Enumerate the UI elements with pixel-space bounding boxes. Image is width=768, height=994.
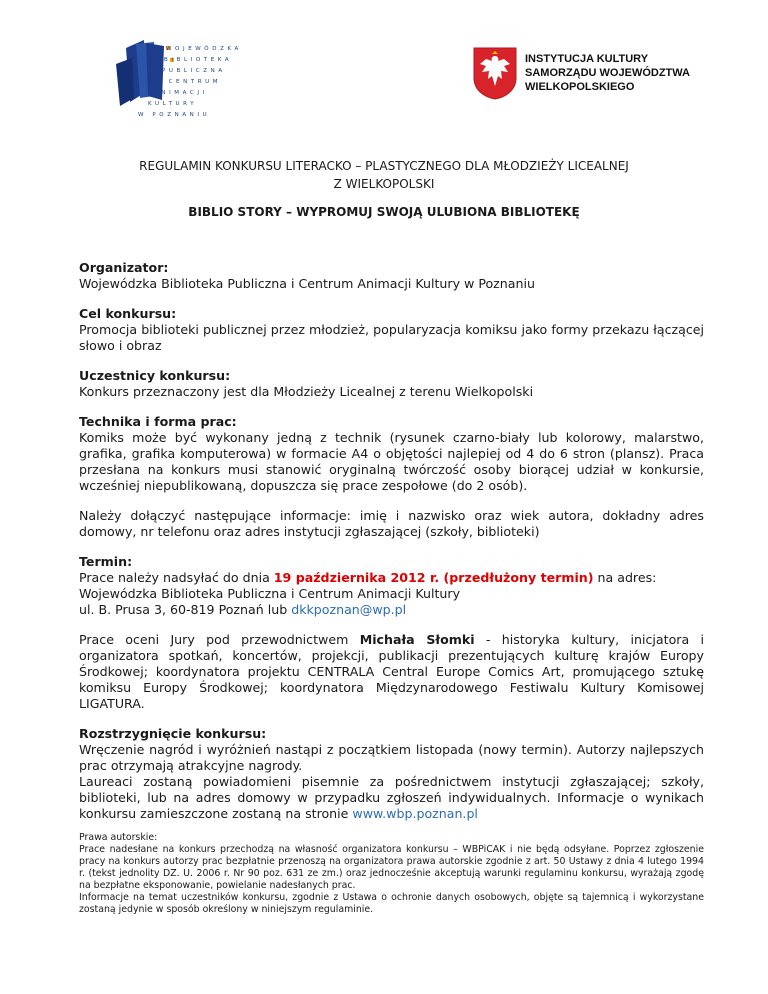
- copyright-section: [79, 832, 704, 916]
- logo-line-6: KULTURY: [148, 101, 198, 107]
- logo-line-2: BIBLIOTEKA: [164, 57, 233, 63]
- goal-text: Promocja biblioteki publicznej przez młodzież, popularyzacja komiksu jako formy przekazu łączącej słowo i obraz: [79, 322, 704, 353]
- logo-line-1: WOJEWÓDZKA: [166, 46, 242, 52]
- participants-text: Konkurs przeznaczony jest dla Młodzieży Licealnej z terenu Wielkopolski: [79, 384, 534, 399]
- institution-logo: [472, 46, 712, 100]
- copyright-text-1: Prace nadesłane na konkurs przechodzą na własność organizatora konkursu – WBPiCAK i nie będą odsyłane. Poprzez zgłoszenie pracy na konkurs autorzy prac bezpłatnie przenoszą na organizatora prawa autorskie zgodnie z art. 50 Ustawy z dnia 4 lutego 1994 r. (tekst jednolity DZ. U. 2006 r. Nr 90 poz. 631 ze zm.) oraz jednocześnie akceptują warunki regulaminu konkursu, wyrażają zgodę na bezpłatne eksponowanie, powielanie nadesłanych prac.: [79, 844, 704, 891]
- logo-line-5: ANIMACJI: [154, 90, 208, 96]
- address-street: ul. B. Prusa 3, 60-819 Poznań lub: [79, 602, 292, 617]
- organizer-text: Wojewódzka Biblioteka Publiczna i Centrum Animacji Kultury w Poznaniu: [79, 276, 535, 291]
- website-link[interactable]: www.wbp.poznan.pl: [352, 806, 478, 821]
- deadline-post: na adres:: [593, 570, 657, 585]
- jury-chair-name: Michała Słomki: [359, 632, 475, 647]
- regulation-body: [79, 260, 704, 916]
- document-title: [70, 157, 698, 193]
- email-link[interactable]: dkkpoznan@wp.pl: [291, 602, 407, 617]
- results-section: [79, 726, 704, 822]
- technique-heading: Technika i forma prac:: [79, 414, 237, 429]
- title-line-2: Z WIELKOPOLSKI: [333, 177, 435, 191]
- copyright-heading: Prawa autorskie:: [79, 832, 158, 843]
- deadline-text: [79, 570, 704, 586]
- address-line-1: Wojewódzka Biblioteka Publiczna i Centrum Animacji Kultury: [79, 586, 461, 601]
- institution-line-1: INSTYTUCJA KULTURY: [525, 53, 649, 65]
- eagle-crest-icon: [472, 46, 518, 100]
- jury-section: [79, 632, 704, 712]
- jury-post: - historyka kultury, inicjatora i organizatora spotkań, koncertów, projekcji, publikacji prezentujących kulturę krajów Europy Środkowej; koordynatora projektu CENTRALA Central Europe Comics Art, promującego sztukę komiksu Europy Środkowej; koordynatora Międzynarodowego Festiwalu Kultury Komisowej LIGATURA.: [79, 632, 705, 711]
- copyright-text-2: Informacje na temat uczestników konkursu, zgodnie z Ustawa o ochronie danych osobowych, objęte są tajemnicą i wykorzystane zostaną jedynie w sposób określony w niniejszym regulaminie.: [79, 892, 704, 915]
- wbp-logo: [108, 38, 248, 123]
- technique-text: Komiks może być wykonany jedną z technik (rysunek czarno-biały lub kolorowy, malarstwo, grafika, grafika komputerowa) w formacie A4 o objętości najlepiej od 4 do 6 stron (plansz). Praca przesłana na konkurs musi stanowić oryginalną twórczość osoby biorącej udział w konkursie, wcześniej niepublikowaną, dopuszcza się prace zespołowe (do 2 osób).: [79, 430, 704, 493]
- organizer-heading: Organizator:: [79, 260, 169, 275]
- participants-section: [79, 368, 704, 400]
- logo-line-3: PUBLICZNA: [162, 68, 226, 74]
- logo-line-4: I CENTRUM: [158, 79, 222, 85]
- deadline-date: 19 października 2012 r. (przedłużony termin): [273, 570, 594, 585]
- logo-line-7: W POZNANIU: [138, 112, 211, 118]
- address-line-2: [79, 602, 704, 618]
- goal-heading: Cel konkursu:: [79, 306, 177, 321]
- results-text-2-pre: Laureaci zostaną powiadomieni pisemnie za pośrednictwem instytucji zgłaszającej; szkoły, biblioteki, lub na adres domowy w przypadku zgłoszeń indywidualnych. Informacje o wynikach konkursu zamieszczone zostaną na stronie: [79, 774, 704, 821]
- participants-heading: Uczestnicy konkursu:: [79, 368, 231, 383]
- results-text-2: [79, 774, 704, 822]
- goal-section: [79, 306, 704, 354]
- organizer-section: [79, 260, 704, 292]
- deadline-pre: Prace należy nadsyłać do dnia: [79, 570, 274, 585]
- contest-name: BIBLIO STORY – WYPROMUJ SWOJĄ ULUBIONA BIBLIOTEKĘ: [188, 205, 580, 219]
- results-heading: Rozstrzygnięcie konkursu:: [79, 726, 267, 741]
- institution-line-3: WIELKOPOLSKIEGO: [525, 81, 635, 93]
- deadline-heading: Termin:: [79, 554, 133, 569]
- technique-section: [79, 414, 704, 494]
- jury-pre: Prace oceni Jury pod przewodnictwem: [79, 632, 360, 647]
- results-text-1: Wręczenie nagród i wyróżnień nastąpi z początkiem listopada (nowy termin). Autorzy najlepszych prac otrzymają atrakcyjne nagrody.: [79, 742, 704, 773]
- attachment-info: Należy dołączyć następujące informacje: imię i nazwisko oraz wiek autora, dokładny adres domowy, nr telefonu oraz adres instytucji zgłaszającej (szkoły, biblioteki): [79, 508, 704, 539]
- institution-line-2: SAMORZĄDU WOJEWÓDZTWA: [525, 67, 690, 79]
- deadline-section: [79, 554, 704, 618]
- title-line-1: REGULAMIN KONKURSU LITERACKO – PLASTYCZNEGO DLA MŁODZIEŻY LICEALNEJ: [139, 159, 629, 173]
